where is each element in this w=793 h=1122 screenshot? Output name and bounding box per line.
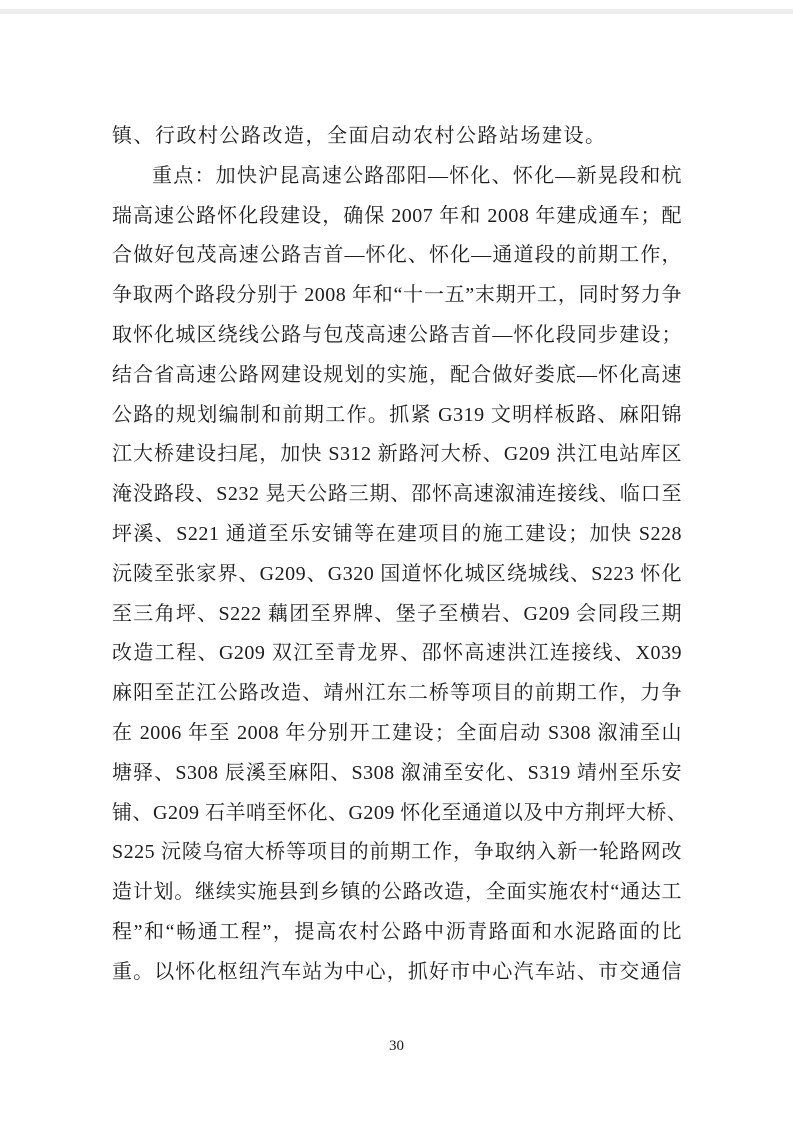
text-line: S225 沅陵乌宿大桥等项目的前期工作，争取纳入新一轮路网改	[112, 841, 682, 864]
text-line: 改造工程、G209 双江至青龙界、邵怀高速洪江连接线、X039	[112, 642, 682, 665]
text-line: 造计划。继续实施县到乡镇的公路改造，全面实施农村“通达工	[112, 881, 682, 904]
text-line: 铺、G209 石羊哨至怀化、G209 怀化至通道以及中方荆坪大桥、	[112, 801, 688, 824]
text-line: 淹没路段、S232 晃天公路三期、邵怀高速溆浦连接线、临口至	[112, 483, 682, 506]
text-line: 沅陵至张家界、G209、G320 国道怀化城区绕城线、S223 怀化	[112, 562, 682, 585]
text-line: 在 2006 年至 2008 年分别开工建设；全面启动 S308 溆浦至山	[112, 721, 682, 744]
text-line: 镇、行政村公路改造，全面启动农村公路站场建设。	[112, 125, 607, 147]
text-line: 公路的规划编制和前期工作。抓紧 G319 文明样板路、麻阳锦	[112, 403, 682, 426]
body-text	[112, 117, 688, 993]
text-line: 塘驿、S308 辰溪至麻阳、S308 溆浦至安化、S319 靖州至乐安	[112, 761, 682, 784]
text-line: 瑞高速公路怀化段建设，确保 2007 年和 2008 年建成通车；配	[112, 204, 682, 227]
page-number: 30	[389, 1038, 404, 1054]
text-line: 合做好包茂高速公路吉首—怀化、怀化—通道段的前期工作，	[112, 244, 682, 267]
text-line: 麻阳至芷江公路改造、靖州江东二桥等项目的前期工作，力争	[112, 682, 682, 705]
text-line: 重。以怀化枢纽汽车站为中心，抓好市中心汽车站、市交通信	[112, 960, 682, 983]
text-line: 重点：加快沪昆高速公路邵阳—怀化、怀化—新晃段和杭	[152, 164, 682, 187]
text-line: 程”和“畅通工程”，提高农村公路中沥青路面和水泥路面的比	[112, 920, 682, 943]
scan-artifact-line	[0, 9, 793, 14]
text-line: 江大桥建设扫尾，加快 S312 新路河大桥、G209 洪江电站库区	[112, 443, 682, 466]
text-line: 坪溪、S221 通道至乐安铺等在建项目的施工建设；加快 S228	[112, 522, 682, 545]
text-line: 结合省高速公路网建设规划的实施，配合做好娄底—怀化高速	[112, 363, 682, 386]
text-line: 取怀化城区绕线公路与包茂高速公路吉首—怀化段同步建设；	[112, 323, 682, 346]
text-line: 争取两个路段分别于 2008 年和“十一五”末期开工，同时努力争	[112, 284, 682, 307]
text-line: 至三角坪、S222 藕团至界牌、堡子至横岩、G209 会同段三期	[112, 602, 682, 625]
